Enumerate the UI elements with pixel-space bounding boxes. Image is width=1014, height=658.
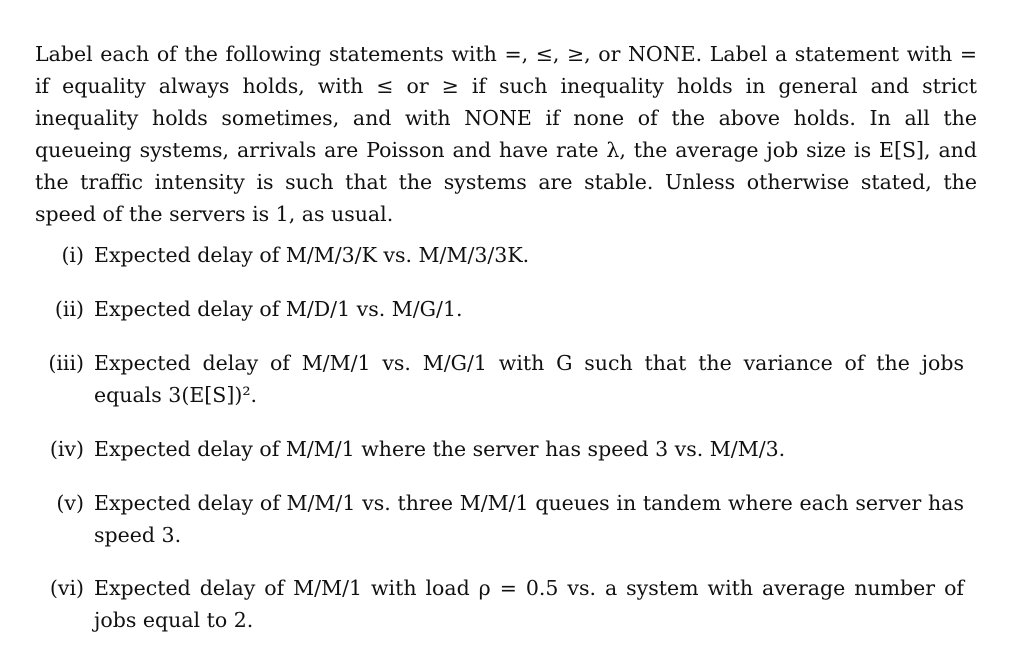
item-number: (iii) <box>48 351 84 375</box>
item-number: (vi) <box>49 576 84 600</box>
item-text: Expected delay of M/M/1 vs. three M/M/1 queues in tandem where each server has speed 3. <box>94 491 964 547</box>
item-number: (ii) <box>54 297 84 321</box>
item-text: Expected delay of M/M/1 with load ρ = 0.5 vs. a system with average number of jobs equal to 2. <box>94 576 964 632</box>
item-text: Expected delay of M/M/1 where the server has speed 3 vs. M/M/3. <box>94 437 786 461</box>
item-text: Expected delay of M/D/1 vs. M/G/1. <box>94 297 463 321</box>
item-number: (iv) <box>49 437 84 461</box>
item-text: Expected delay of M/M/3/K vs. M/M/3/3K. <box>94 243 530 267</box>
item-number: (v) <box>56 491 84 515</box>
intro-paragraph: Label each of the following statements with =, ≤, ≥, or NONE. Label a statement with = if equality always holds, with ≤ or ≥ if such inequality holds in general and strict inequality holds sometimes, and with NONE if none of the above holds. In all the queueing systems, arrivals are Poisson and have rate λ, the average job size is E[S], and the traffic intensity is such that the systems are stable. Unless otherwise stated, the speed of the servers is 1, as usual. <box>35 42 977 226</box>
item-text: Expected delay of M/M/1 vs. M/G/1 with G such that the variance of the jobs equals 3(E[S])². <box>94 351 964 407</box>
item-number: (i) <box>61 243 84 267</box>
